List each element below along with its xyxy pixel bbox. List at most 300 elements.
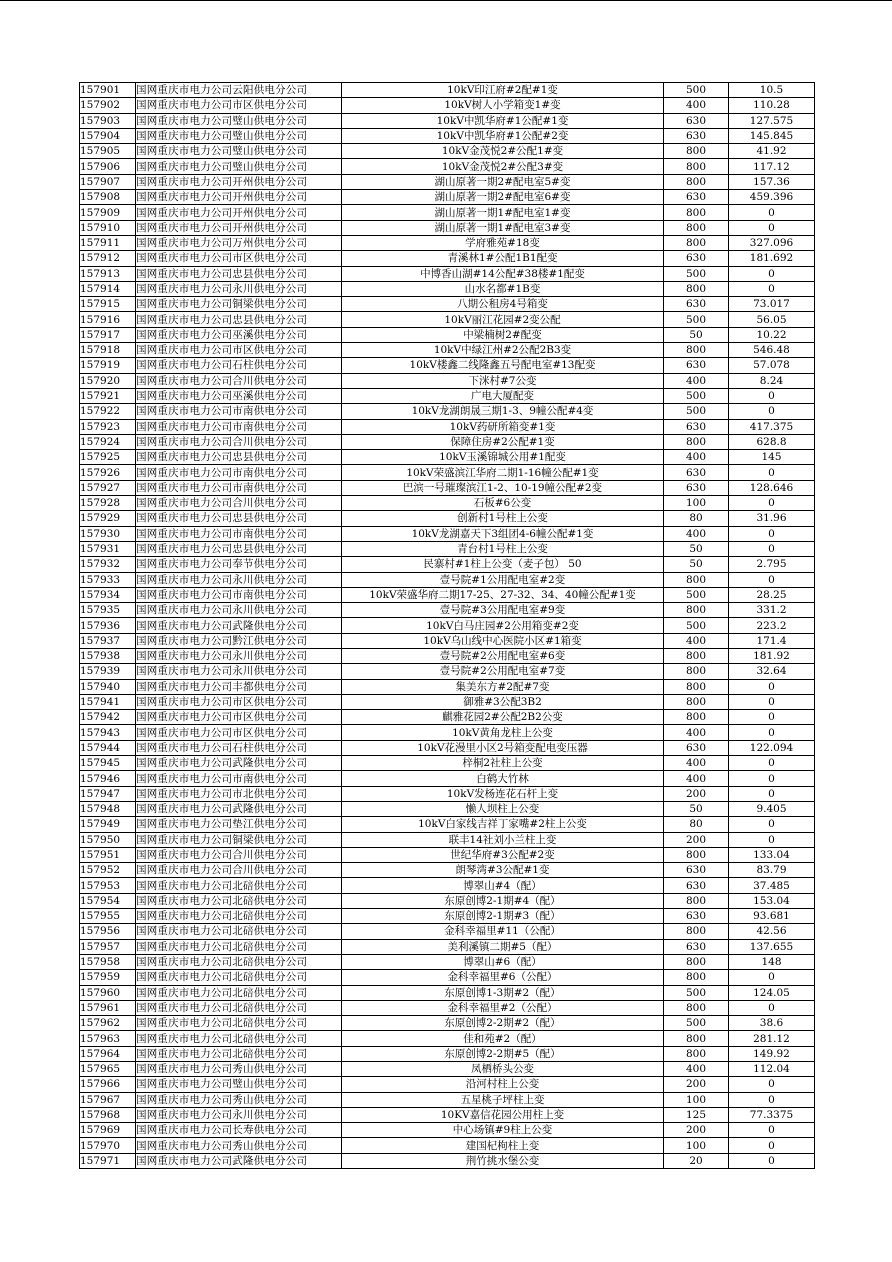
value-cell: 77.3375	[729, 1107, 815, 1122]
company-cell: 国网重庆市电力公司北碚供电分公司	[136, 909, 342, 924]
row-id-cell: 157930	[80, 526, 136, 541]
table-row	[80, 1046, 815, 1061]
transformer-name-cell: 懒人坝柱上公变	[342, 801, 664, 816]
value-cell: 0	[729, 220, 815, 235]
row-id-cell: 157971	[80, 1153, 136, 1168]
value-cell: 137.655	[729, 939, 815, 954]
table-row	[80, 970, 815, 985]
page-top-border	[0, 0, 892, 1]
transformer-name-cell: 10kV金茂悦2#公配3#变	[342, 159, 664, 174]
value-cell: 0	[729, 970, 815, 985]
capacity-cell: 800	[664, 220, 729, 235]
company-cell: 国网重庆市电力公司璧山供电分公司	[136, 113, 342, 128]
table-row	[80, 863, 815, 878]
table-row	[80, 832, 815, 847]
company-cell: 国网重庆市电力公司开州供电分公司	[136, 205, 342, 220]
company-cell: 国网重庆市电力公司北碚供电分公司	[136, 970, 342, 985]
capacity-cell: 800	[664, 1046, 729, 1061]
row-id-cell: 157965	[80, 1062, 136, 1077]
transformer-name-cell: 青台村1号柱上公变	[342, 541, 664, 556]
capacity-cell: 100	[664, 1092, 729, 1107]
company-cell: 国网重庆市电力公司市南供电分公司	[136, 526, 342, 541]
row-id-cell: 157905	[80, 144, 136, 159]
value-cell: 0	[729, 496, 815, 511]
row-id-cell: 157911	[80, 235, 136, 250]
row-id-cell: 157947	[80, 786, 136, 801]
row-id-cell: 157917	[80, 327, 136, 342]
row-id-cell: 157923	[80, 419, 136, 434]
row-id-cell: 157968	[80, 1107, 136, 1122]
value-cell: 0	[729, 710, 815, 725]
row-id-cell: 157931	[80, 541, 136, 556]
company-cell: 国网重庆市电力公司市区供电分公司	[136, 710, 342, 725]
capacity-cell: 800	[664, 343, 729, 358]
capacity-cell: 500	[664, 266, 729, 281]
capacity-cell: 630	[664, 113, 729, 128]
company-cell: 国网重庆市电力公司合川供电分公司	[136, 373, 342, 388]
row-id-cell: 157909	[80, 205, 136, 220]
company-cell: 国网重庆市电力公司巫溪供电分公司	[136, 327, 342, 342]
row-id-cell: 157960	[80, 985, 136, 1000]
value-cell: 133.04	[729, 847, 815, 862]
value-cell: 0	[729, 281, 815, 296]
transformer-name-cell: 10kV白马庄园#2公用箱变#2变	[342, 618, 664, 633]
table-row	[80, 327, 815, 342]
table-row	[80, 1153, 815, 1168]
company-cell: 国网重庆市电力公司北碚供电分公司	[136, 985, 342, 1000]
table-row	[80, 725, 815, 740]
company-cell: 国网重庆市电力公司开州供电分公司	[136, 174, 342, 189]
row-id-cell: 157920	[80, 373, 136, 388]
transformer-name-cell: 白鹤大竹林	[342, 771, 664, 786]
row-id-cell: 157928	[80, 496, 136, 511]
table-row	[80, 679, 815, 694]
transformer-name-cell: 10kV药研所箱变#1变	[342, 419, 664, 434]
capacity-cell: 800	[664, 281, 729, 296]
capacity-cell: 20	[664, 1153, 729, 1168]
row-id-cell: 157958	[80, 954, 136, 969]
value-cell: 2.795	[729, 557, 815, 572]
transformer-name-cell: 中心场镇#9柱上公变	[342, 1123, 664, 1138]
capacity-cell: 80	[664, 817, 729, 832]
value-cell: 122.094	[729, 740, 815, 755]
value-cell: 417.375	[729, 419, 815, 434]
company-cell: 国网重庆市电力公司永川供电分公司	[136, 1107, 342, 1122]
table-row	[80, 144, 815, 159]
value-cell: 145	[729, 450, 815, 465]
value-cell: 148	[729, 954, 815, 969]
row-id-cell: 157945	[80, 756, 136, 771]
company-cell: 国网重庆市电力公司市区供电分公司	[136, 98, 342, 113]
value-cell: 38.6	[729, 1016, 815, 1031]
row-id-cell: 157914	[80, 281, 136, 296]
table-row	[80, 266, 815, 281]
transformer-name-cell: 沿河村柱上公变	[342, 1077, 664, 1092]
value-cell: 0	[729, 771, 815, 786]
table-row	[80, 817, 815, 832]
value-cell: 124.05	[729, 985, 815, 1000]
company-cell: 国网重庆市电力公司石柱供电分公司	[136, 740, 342, 755]
table-row	[80, 801, 815, 816]
capacity-cell: 400	[664, 373, 729, 388]
row-id-cell: 157964	[80, 1046, 136, 1061]
company-cell: 国网重庆市电力公司璧山供电分公司	[136, 159, 342, 174]
value-cell: 41.92	[729, 144, 815, 159]
value-cell: 0	[729, 786, 815, 801]
capacity-cell: 800	[664, 954, 729, 969]
company-cell: 国网重庆市电力公司永川供电分公司	[136, 664, 342, 679]
capacity-cell: 630	[664, 358, 729, 373]
capacity-cell: 500	[664, 312, 729, 327]
capacity-cell: 800	[664, 235, 729, 250]
company-cell: 国网重庆市电力公司市南供电分公司	[136, 587, 342, 602]
transformer-name-cell: 集美东方#2配#7变	[342, 679, 664, 694]
capacity-cell: 400	[664, 633, 729, 648]
row-id-cell: 157919	[80, 358, 136, 373]
table-row	[80, 1016, 815, 1031]
company-cell: 国网重庆市电力公司忠县供电分公司	[136, 450, 342, 465]
capacity-cell: 800	[664, 893, 729, 908]
row-id-cell: 157934	[80, 587, 136, 602]
row-id-cell: 157953	[80, 878, 136, 893]
capacity-cell: 200	[664, 786, 729, 801]
capacity-cell: 800	[664, 603, 729, 618]
capacity-cell: 50	[664, 327, 729, 342]
value-cell: 0	[729, 1138, 815, 1153]
table-row	[80, 618, 815, 633]
table-row	[80, 771, 815, 786]
row-id-cell: 157935	[80, 603, 136, 618]
company-cell: 国网重庆市电力公司秀山供电分公司	[136, 1062, 342, 1077]
value-cell: 56.05	[729, 312, 815, 327]
transformer-name-cell: 10kV丽江花园#2变公配	[342, 312, 664, 327]
value-cell: 93.681	[729, 909, 815, 924]
transformer-name-cell: 10kV发杨连花石杆上变	[342, 786, 664, 801]
company-cell: 国网重庆市电力公司武隆供电分公司	[136, 618, 342, 633]
value-cell: 0	[729, 1092, 815, 1107]
capacity-cell: 400	[664, 526, 729, 541]
transformer-name-cell: 建国杞枸柱上变	[342, 1138, 664, 1153]
transformer-name-cell: 博翠山#6（配）	[342, 954, 664, 969]
table-row	[80, 909, 815, 924]
value-cell: 0	[729, 465, 815, 480]
row-id-cell: 157924	[80, 434, 136, 449]
company-cell: 国网重庆市电力公司璧山供电分公司	[136, 128, 342, 143]
value-cell: 0	[729, 1123, 815, 1138]
capacity-cell: 50	[664, 801, 729, 816]
table-row	[80, 465, 815, 480]
row-id-cell: 157944	[80, 740, 136, 755]
company-cell: 国网重庆市电力公司合川供电分公司	[136, 434, 342, 449]
transformer-name-cell: 10kV中凯华府#1公配#2变	[342, 128, 664, 143]
table-row	[80, 159, 815, 174]
value-cell: 153.04	[729, 893, 815, 908]
company-cell: 国网重庆市电力公司市南供电分公司	[136, 771, 342, 786]
table-row	[80, 83, 815, 98]
table-row	[80, 190, 815, 205]
value-cell: 0	[729, 266, 815, 281]
capacity-cell: 630	[664, 190, 729, 205]
value-cell: 171.4	[729, 633, 815, 648]
value-cell: 0	[729, 694, 815, 709]
transformer-name-cell: 10KV嘉信花园公用柱上变	[342, 1107, 664, 1122]
table-row	[80, 343, 815, 358]
transformer-name-cell: 10kV玉溪锦城公用#1配变	[342, 450, 664, 465]
transformer-name-cell: 10kV龙湖朗晟三期1-3、9幢公配#4变	[342, 404, 664, 419]
company-cell: 国网重庆市电力公司黔江供电分公司	[136, 633, 342, 648]
capacity-cell: 200	[664, 1123, 729, 1138]
capacity-cell: 630	[664, 740, 729, 755]
transformer-name-cell: 10kV荣盛滨江华府二期1-16幢公配#1变	[342, 465, 664, 480]
row-id-cell: 157950	[80, 832, 136, 847]
company-cell: 国网重庆市电力公司垫江供电分公司	[136, 817, 342, 832]
value-cell: 546.48	[729, 343, 815, 358]
value-cell: 31.96	[729, 511, 815, 526]
transformer-name-cell: 石板#6公变	[342, 496, 664, 511]
row-id-cell: 157910	[80, 220, 136, 235]
value-cell: 157.36	[729, 174, 815, 189]
transformer-name-cell: 巴滨一号璀璨滨江1-2、10-19幢公配#2变	[342, 480, 664, 495]
value-cell: 0	[729, 1077, 815, 1092]
table-row	[80, 786, 815, 801]
row-id-cell: 157943	[80, 725, 136, 740]
company-cell: 国网重庆市电力公司北碚供电分公司	[136, 1016, 342, 1031]
transformer-name-cell: 东原创博1-3期#2（配）	[342, 985, 664, 1000]
company-cell: 国网重庆市电力公司市南供电分公司	[136, 480, 342, 495]
capacity-cell: 80	[664, 511, 729, 526]
value-cell: 181.692	[729, 251, 815, 266]
transformer-name-cell: 联丰14社刘小兰柱上变	[342, 832, 664, 847]
capacity-cell: 630	[664, 863, 729, 878]
table-row	[80, 358, 815, 373]
value-cell: 10.22	[729, 327, 815, 342]
value-cell: 0	[729, 1153, 815, 1168]
table-row	[80, 847, 815, 862]
company-cell: 国网重庆市电力公司秀山供电分公司	[136, 1092, 342, 1107]
value-cell: 128.646	[729, 480, 815, 495]
value-cell: 459.396	[729, 190, 815, 205]
transformer-name-cell: 东原创博2-2期#5（配）	[342, 1046, 664, 1061]
transformer-name-cell: 10kV中凯华府#1公配#1变	[342, 113, 664, 128]
transformer-name-cell: 金科幸福里#6（公配）	[342, 970, 664, 985]
transformer-name-cell: 世纪华府#3公配#2变	[342, 847, 664, 862]
company-cell: 国网重庆市电力公司北碚供电分公司	[136, 1031, 342, 1046]
transformer-name-cell: 10kV荣盛华府二期17-25、27-32、34、40幢公配#1变	[342, 587, 664, 602]
capacity-cell: 630	[664, 128, 729, 143]
capacity-cell: 630	[664, 878, 729, 893]
company-cell: 国网重庆市电力公司开州供电分公司	[136, 190, 342, 205]
row-id-cell: 157966	[80, 1077, 136, 1092]
table-row	[80, 434, 815, 449]
table-row	[80, 312, 815, 327]
value-cell: 57.078	[729, 358, 815, 373]
table-row	[80, 388, 815, 403]
table-row	[80, 1107, 815, 1122]
capacity-cell: 50	[664, 541, 729, 556]
transformer-name-cell: 壹号院#3公用配电室#9变	[342, 603, 664, 618]
table-row	[80, 664, 815, 679]
table-row	[80, 281, 815, 296]
row-id-cell: 157948	[80, 801, 136, 816]
capacity-cell: 500	[664, 404, 729, 419]
value-cell: 0	[729, 679, 815, 694]
transformer-name-cell: 保障住房#2公配#1变	[342, 434, 664, 449]
transformer-name-cell: 10kV龙湖嘉天下3组团4-6幢公配#1变	[342, 526, 664, 541]
capacity-cell: 630	[664, 465, 729, 480]
capacity-cell: 800	[664, 970, 729, 985]
row-id-cell: 157940	[80, 679, 136, 694]
value-cell: 0	[729, 725, 815, 740]
transformer-name-cell: 金科幸福里#2（公配）	[342, 1000, 664, 1015]
row-id-cell: 157936	[80, 618, 136, 633]
capacity-cell: 500	[664, 618, 729, 633]
capacity-cell: 800	[664, 144, 729, 159]
company-cell: 国网重庆市电力公司市区供电分公司	[136, 725, 342, 740]
company-cell: 国网重庆市电力公司市区供电分公司	[136, 694, 342, 709]
transformer-name-cell: 湖山原著一期1#配电室3#变	[342, 220, 664, 235]
row-id-cell: 157967	[80, 1092, 136, 1107]
value-cell: 281.12	[729, 1031, 815, 1046]
table-row	[80, 113, 815, 128]
capacity-cell: 800	[664, 434, 729, 449]
company-cell: 国网重庆市电力公司丰都供电分公司	[136, 679, 342, 694]
row-id-cell: 157902	[80, 98, 136, 113]
company-cell: 国网重庆市电力公司忠县供电分公司	[136, 266, 342, 281]
company-cell: 国网重庆市电力公司武隆供电分公司	[136, 801, 342, 816]
row-id-cell: 157961	[80, 1000, 136, 1015]
value-cell: 0	[729, 526, 815, 541]
capacity-cell: 500	[664, 985, 729, 1000]
capacity-cell: 800	[664, 205, 729, 220]
transformer-name-cell: 中博香山湖#14公配#38楼#1配变	[342, 266, 664, 281]
table-row	[80, 1123, 815, 1138]
row-id-cell: 157906	[80, 159, 136, 174]
table-row	[80, 1000, 815, 1015]
row-id-cell: 157955	[80, 909, 136, 924]
company-cell: 国网重庆市电力公司奉节供电分公司	[136, 557, 342, 572]
row-id-cell: 157918	[80, 343, 136, 358]
transformer-name-cell: 湖山原著一期2#配电室6#变	[342, 190, 664, 205]
transformer-name-cell: 湖山原著一期2#配电室5#变	[342, 174, 664, 189]
transformer-name-cell: 10kV花漫里小区2号箱变配电变压器	[342, 740, 664, 755]
capacity-cell: 800	[664, 648, 729, 663]
table-row	[80, 419, 815, 434]
company-cell: 国网重庆市电力公司忠县供电分公司	[136, 312, 342, 327]
company-cell: 国网重庆市电力公司铜梁供电分公司	[136, 297, 342, 312]
transformer-name-cell: 五星桃子坪柱上变	[342, 1092, 664, 1107]
company-cell: 国网重庆市电力公司忠县供电分公司	[136, 511, 342, 526]
value-cell: 0	[729, 572, 815, 587]
capacity-cell: 200	[664, 1077, 729, 1092]
company-cell: 国网重庆市电力公司市区供电分公司	[136, 343, 342, 358]
company-cell: 国网重庆市电力公司开州供电分公司	[136, 220, 342, 235]
company-cell: 国网重庆市电力公司万州供电分公司	[136, 235, 342, 250]
transformer-name-cell: 10kV树人小学箱变1#变	[342, 98, 664, 113]
table-row	[80, 541, 815, 556]
company-cell: 国网重庆市电力公司市区供电分公司	[136, 251, 342, 266]
transformer-name-cell: 民寨村#1柱上公变（麦子包） 50	[342, 557, 664, 572]
capacity-cell: 800	[664, 1000, 729, 1015]
table-row	[80, 557, 815, 572]
value-cell: 112.04	[729, 1062, 815, 1077]
row-id-cell: 157951	[80, 847, 136, 862]
row-id-cell: 157903	[80, 113, 136, 128]
row-id-cell: 157952	[80, 863, 136, 878]
table-row	[80, 235, 815, 250]
company-cell: 国网重庆市电力公司铜梁供电分公司	[136, 832, 342, 847]
transformer-name-cell: 10kV白家线吉祥丁家嘴#2柱上公变	[342, 817, 664, 832]
row-id-cell: 157904	[80, 128, 136, 143]
table-row	[80, 511, 815, 526]
company-cell: 国网重庆市电力公司合川供电分公司	[136, 863, 342, 878]
capacity-cell: 500	[664, 388, 729, 403]
capacity-cell: 800	[664, 174, 729, 189]
table-row	[80, 710, 815, 725]
capacity-cell: 800	[664, 1031, 729, 1046]
capacity-cell: 400	[664, 98, 729, 113]
table-row	[80, 924, 815, 939]
row-id-cell: 157946	[80, 771, 136, 786]
table-row	[80, 893, 815, 908]
company-cell: 国网重庆市电力公司璧山供电分公司	[136, 1077, 342, 1092]
value-cell: 73.017	[729, 297, 815, 312]
company-cell: 国网重庆市电力公司云阳供电分公司	[136, 83, 342, 98]
table-row	[80, 526, 815, 541]
transformer-name-cell: 东原创博2-1期#4（配）	[342, 893, 664, 908]
row-id-cell: 157970	[80, 1138, 136, 1153]
transformer-name-cell: 10kV金茂悦2#公配1#变	[342, 144, 664, 159]
company-cell: 国网重庆市电力公司北碚供电分公司	[136, 954, 342, 969]
table-row	[80, 404, 815, 419]
row-id-cell: 157939	[80, 664, 136, 679]
company-cell: 国网重庆市电力公司武隆供电分公司	[136, 756, 342, 771]
transformer-name-cell: 壹号院#1公用配电室#2变	[342, 572, 664, 587]
value-cell: 117.12	[729, 159, 815, 174]
transformer-name-cell: 10kV乌山线中心医院小区#1箱变	[342, 633, 664, 648]
transformer-name-cell: 东原创博2-1期#3（配）	[342, 909, 664, 924]
table-row	[80, 1062, 815, 1077]
table-row	[80, 297, 815, 312]
transformer-name-cell: 壹号院#2公用配电室#7变	[342, 664, 664, 679]
company-cell: 国网重庆市电力公司市南供电分公司	[136, 404, 342, 419]
table-body	[80, 83, 815, 1169]
transformer-name-cell: 10kV中绿江州#2公配2B3变	[342, 343, 664, 358]
company-cell: 国网重庆市电力公司北碚供电分公司	[136, 878, 342, 893]
row-id-cell: 157926	[80, 465, 136, 480]
company-cell: 国网重庆市电力公司永川供电分公司	[136, 648, 342, 663]
company-cell: 国网重庆市电力公司忠县供电分公司	[136, 541, 342, 556]
table-row	[80, 205, 815, 220]
transformer-name-cell: 博翠山#4（配）	[342, 878, 664, 893]
row-id-cell: 157927	[80, 480, 136, 495]
capacity-cell: 400	[664, 1062, 729, 1077]
company-cell: 国网重庆市电力公司巫溪供电分公司	[136, 388, 342, 403]
table-row	[80, 572, 815, 587]
table-row	[80, 1031, 815, 1046]
table-row	[80, 220, 815, 235]
transformer-name-cell: 学府雅苑#18变	[342, 235, 664, 250]
transformer-name-cell: 10kV印江府#2配#1变	[342, 83, 664, 98]
table-row	[80, 450, 815, 465]
table-row	[80, 1138, 815, 1153]
row-id-cell: 157954	[80, 893, 136, 908]
table-row	[80, 98, 815, 113]
transformer-name-cell: 八期公租房4号箱变	[342, 297, 664, 312]
capacity-cell: 500	[664, 1016, 729, 1031]
capacity-cell: 800	[664, 679, 729, 694]
transformer-name-cell: 下洣村#7公变	[342, 373, 664, 388]
transformer-name-cell: 荆竹挑水堡公变	[342, 1153, 664, 1168]
